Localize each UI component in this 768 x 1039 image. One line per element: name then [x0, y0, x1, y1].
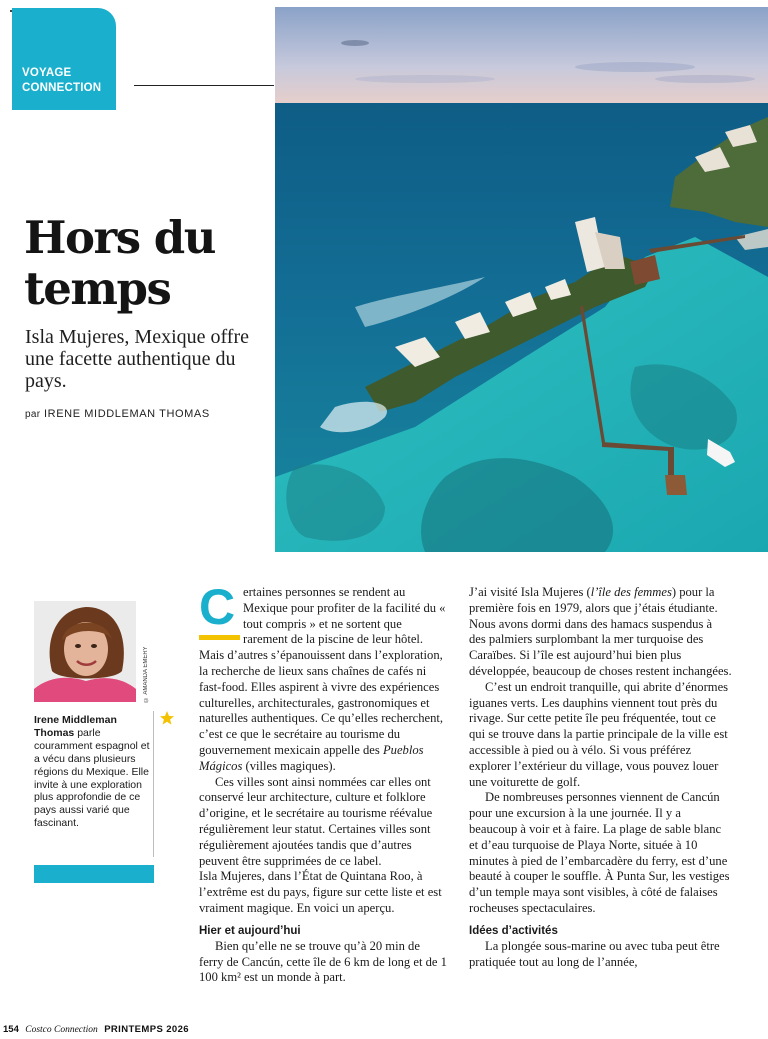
accent-bar	[34, 865, 154, 883]
page-footer	[3, 1024, 403, 1035]
paragraph-intro	[199, 579, 447, 775]
section-tag	[12, 8, 116, 110]
p5-italic: l’île des femmes	[590, 585, 672, 599]
tag-divider	[134, 85, 274, 86]
page-number: 154	[3, 1024, 19, 1035]
subheading-1: Hier et aujourd’hui	[199, 924, 301, 937]
paragraph-3: Isla Mujeres, dans l’État de Quintana Roo, à l’extrême est du pays, figure sur cette liste et est vraiment magique. En voici un aperçu.	[199, 869, 442, 915]
p5-start: J’ai visité Isla Mujeres (	[469, 585, 591, 599]
paragraph-4: Bien qu’elle ne se trouve qu’à 20 min de ferry de Cancún, cette île de 6 km de long et de 1 100 km² est un monde à part.	[199, 938, 447, 985]
section-tag-line1: VOYAGE	[22, 67, 72, 79]
byline	[25, 408, 270, 420]
article-column-2	[469, 585, 732, 970]
article-subtitle: Isla Mujeres, Mexique offre une facette authentique du pays.	[25, 326, 250, 392]
byline-author: IRENE MIDDLEMAN THOMAS	[44, 408, 210, 420]
p1-end: (villes magiques).	[242, 758, 336, 773]
article-column-1	[199, 579, 447, 986]
paragraph-2: Ces villes sont ainsi nommées car elles ont conservé leur architecture, culture et folklore d’origine, et le secrétaire au tourisme réévalue régulièrement leur statut. Certaines villes sont régulièrement ajoutées tandis que d’autres peuvent être supprimées de ce label.	[199, 774, 433, 868]
paragraph-5	[469, 585, 732, 680]
author-bio	[34, 714, 152, 830]
bio-divider	[153, 711, 154, 857]
photo-credit: © AMANDA EMERY	[143, 646, 149, 702]
subheading-2: Idées d’activités	[469, 924, 558, 937]
byline-prefix: par	[25, 409, 41, 420]
paragraph-6: C’est un endroit tranquille, qui abrite d’énormes iguanes verts. Les dauphins viennent tout près du rivage. Sur cette petite île peu fréquentée, tout ce qui se trouve dans la partie principale de la ville est accessible à pied ou à vélo. Si vous préférez explorer l’extérieur du village, vous pouvez louer une voiturette de golf.	[469, 679, 729, 789]
paragraph-8: La plongée sous-marine ou avec tuba peut être pratiquée tout au long de l’année,	[469, 938, 720, 969]
hero-aerial-photo	[275, 7, 768, 552]
drop-cap: C	[199, 585, 241, 637]
section-tag-line2: CONNECTION	[22, 82, 102, 94]
article-title: Hors du temps	[24, 211, 215, 315]
p1-text: ertaines personnes se rendent au Mexique pour profiter de la facilité du « tout compris » et ne sortent que rarement de la piscine de leur hôtel. Mais d’autres s’épanouissent dans l’exploration, la recherche de lieux sans chaînes de cafés ni fast-food. Elles aspirent à vivre des expériences culturelles, architecturales, gastronomiques et naturelles authentiques. Ce qu’elles recherchent, c’est ce que le secrétaire au tourisme du gouvernement mexicain appelle des	[199, 585, 446, 757]
paragraph-7: De nombreuses personnes viennent de Cancún pour une excursion à la une journée. Il y a beaucoup à voir et à faire. La plage de sable blanc et d’eau turquoise de Playa Norte, située à 10 minutes à pied de l’embarcadère du ferry, est d’une beauté à couper le souffle. À Punta Sur, les vestiges d’un temple maya sont visibles, à côté de falaises rocheuses spectaculaires.	[469, 790, 730, 915]
author-bio-text: parle couramment espagnol et a vécu dans plusieurs régions du Mexique. Elle invite à une exploration plus approfondie de ce pays aussi varié que fascinant.	[34, 726, 150, 830]
issue-label: PRINTEMPS 2026	[104, 1024, 189, 1035]
author-name: Irene Middleman Thomas	[34, 714, 117, 739]
author-photo	[34, 601, 136, 702]
p5-end: ) pour la première fois en 1979, alors que j’étais étudiante. Nous avons dormi dans des hamacs suspendus à des palmiers surplombant la mer turquoise des Caraïbes. Si l’île est aujourd’hui bien plus développée, beaucoup de choses restent inchangées.	[469, 585, 732, 678]
p1-italic: Pueblos Mágicos	[199, 742, 424, 773]
star-icon	[159, 710, 175, 726]
magazine-name: Costco Connection	[25, 1025, 98, 1035]
